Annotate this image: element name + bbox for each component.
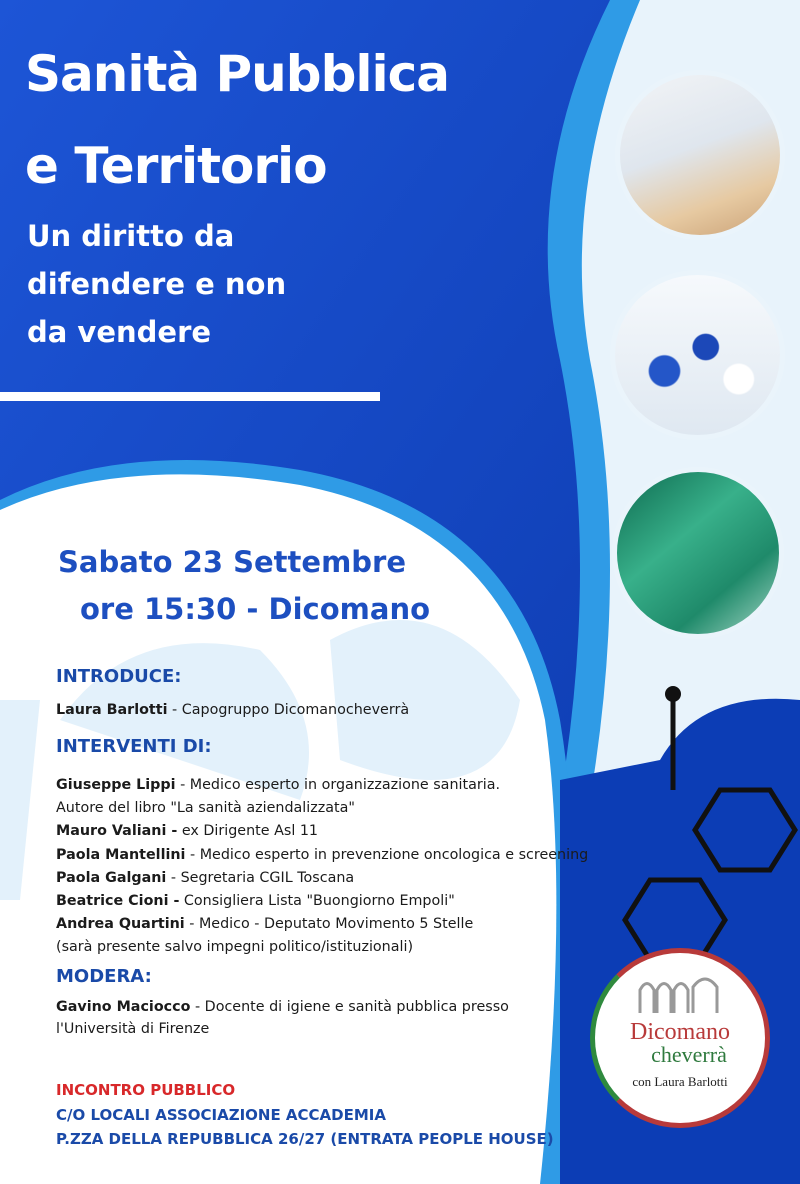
subtitle-line: Un diritto da <box>27 219 235 253</box>
introduce-heading: INTRODUCE: <box>56 666 182 687</box>
introducer: Laura Barlotti - Capogruppo Dicomanocheverrà <box>56 702 410 718</box>
modera-heading: MODERA: <box>56 966 152 987</box>
arches-icon <box>635 975 725 1015</box>
speaker-line: Mauro Valiani - ex Dirigente Asl 11 <box>56 823 319 840</box>
title-line-1: Sanità Pubblica <box>25 45 450 103</box>
speaker-line: Autore del libro "La sanità aziendalizzata" <box>56 800 355 817</box>
subtitle-line: difendere e non <box>27 267 287 301</box>
footer-event-type: INCONTRO PUBBLICO <box>56 1081 236 1099</box>
moderator: Gavino Maciocco - Docente di igiene e sanità pubblica presso <box>56 999 509 1015</box>
subtitle <box>27 212 286 356</box>
event-time-place: ore 15:30 - Dicomano <box>80 592 431 626</box>
moderator-line-2: l'Università di Firenze <box>56 1021 210 1037</box>
logo-line-3: con Laura Barlotti <box>632 1074 728 1089</box>
speaker-line: Paola Galgani - Segretaria CGIL Toscana <box>56 869 355 886</box>
interventi-heading: INTERVENTI DI: <box>56 736 212 757</box>
title-line-2: e Territorio <box>25 137 327 195</box>
surgery-photo <box>612 467 784 639</box>
speaker-line: Paola Mantellini - Medico esperto in prevenzione oncologica e screening <box>56 846 589 863</box>
speakers-list <box>56 774 588 960</box>
doctor-photo <box>615 70 785 240</box>
footer-address: P.ZZA DELLA REPUBBLICA 26/27 (ENTRATA PEOPLE HOUSE) <box>56 1130 554 1148</box>
logo-line-2: cheverrà <box>651 1042 727 1067</box>
pills-photo <box>610 270 785 440</box>
speaker-line: Andrea Quartini - Medico - Deputato Movimento 5 Stelle <box>56 916 474 933</box>
footer-venue: C/O LOCALI ASSOCIAZIONE ACCADEMIA <box>56 1106 386 1124</box>
speaker-line: Giuseppe Lippi - Medico esperto in organizzazione sanitaria. <box>56 777 500 793</box>
logo-line-1: Dicomano <box>630 1019 730 1045</box>
dicomano-cheverra-logo <box>590 948 770 1128</box>
speaker-line: (sarà presente salvo impegni politico/istituzionali) <box>56 939 414 956</box>
speaker-line: Beatrice Cioni - Consigliera Lista "Buongiorno Empoli" <box>56 893 455 910</box>
subtitle-line: da vendere <box>27 315 212 349</box>
event-date: Sabato 23 Settembre <box>58 545 407 579</box>
